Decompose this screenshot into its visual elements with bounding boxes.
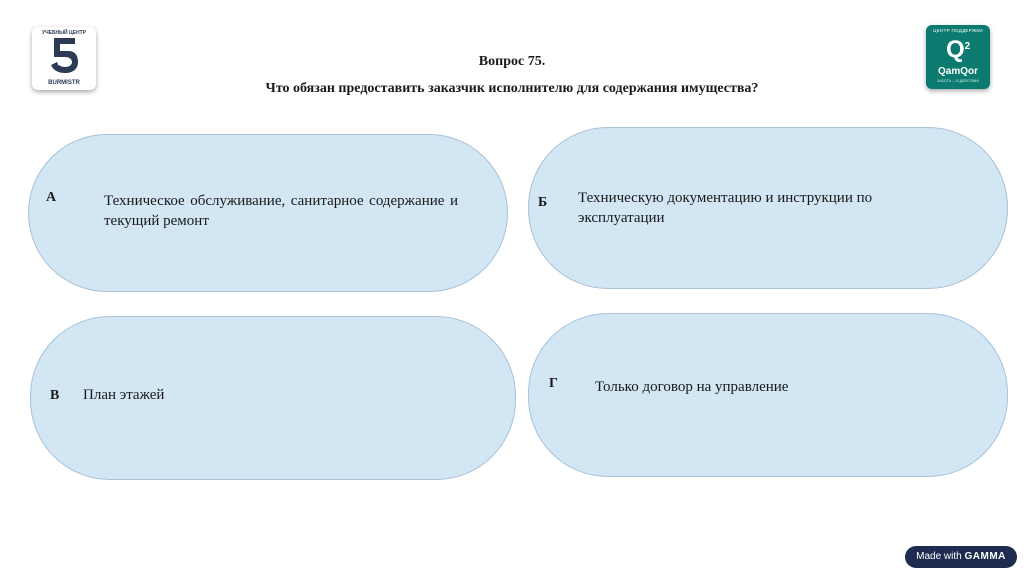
q2-mark: $Q^2$ xyxy=(946,36,971,63)
made-with-gamma-badge[interactable] xyxy=(905,546,1017,568)
logo-left-top-text: УЧЕБНЫЙ ЦЕНТР xyxy=(41,30,87,36)
badge-prefix: Made with xyxy=(916,551,962,562)
question-text: Что обязан предоставить заказчик исполнителю для содержания имущества? xyxy=(265,81,759,96)
badge-brand: GAMMA xyxy=(964,551,1006,562)
logo-right-top-text: ЦЕНТР ПОДДЕРЖКИ xyxy=(933,28,983,33)
option-a-letter: А xyxy=(46,190,57,205)
logo-left-bottom-text: BURMISTR xyxy=(48,80,80,86)
option-a-text: Техническое обслуживание, санитарное содержание и текущий ремонт xyxy=(104,193,458,229)
option-d-letter: Г xyxy=(549,376,558,391)
option-b-letter: Б xyxy=(538,195,548,210)
option-c-text: План этажей xyxy=(83,387,165,403)
option-c-letter: В xyxy=(50,388,60,403)
logo-right-name: QamQor xyxy=(937,66,978,77)
question-number: Вопрос 75. xyxy=(478,54,546,69)
option-d-text: Только договор на управление xyxy=(595,379,789,395)
option-b-text: Техническую документацию и инструкции по эксплуатации xyxy=(578,190,873,226)
logo-right-tagline: ЗАБОТА — В ДЕЙСТВИИ xyxy=(937,79,979,83)
